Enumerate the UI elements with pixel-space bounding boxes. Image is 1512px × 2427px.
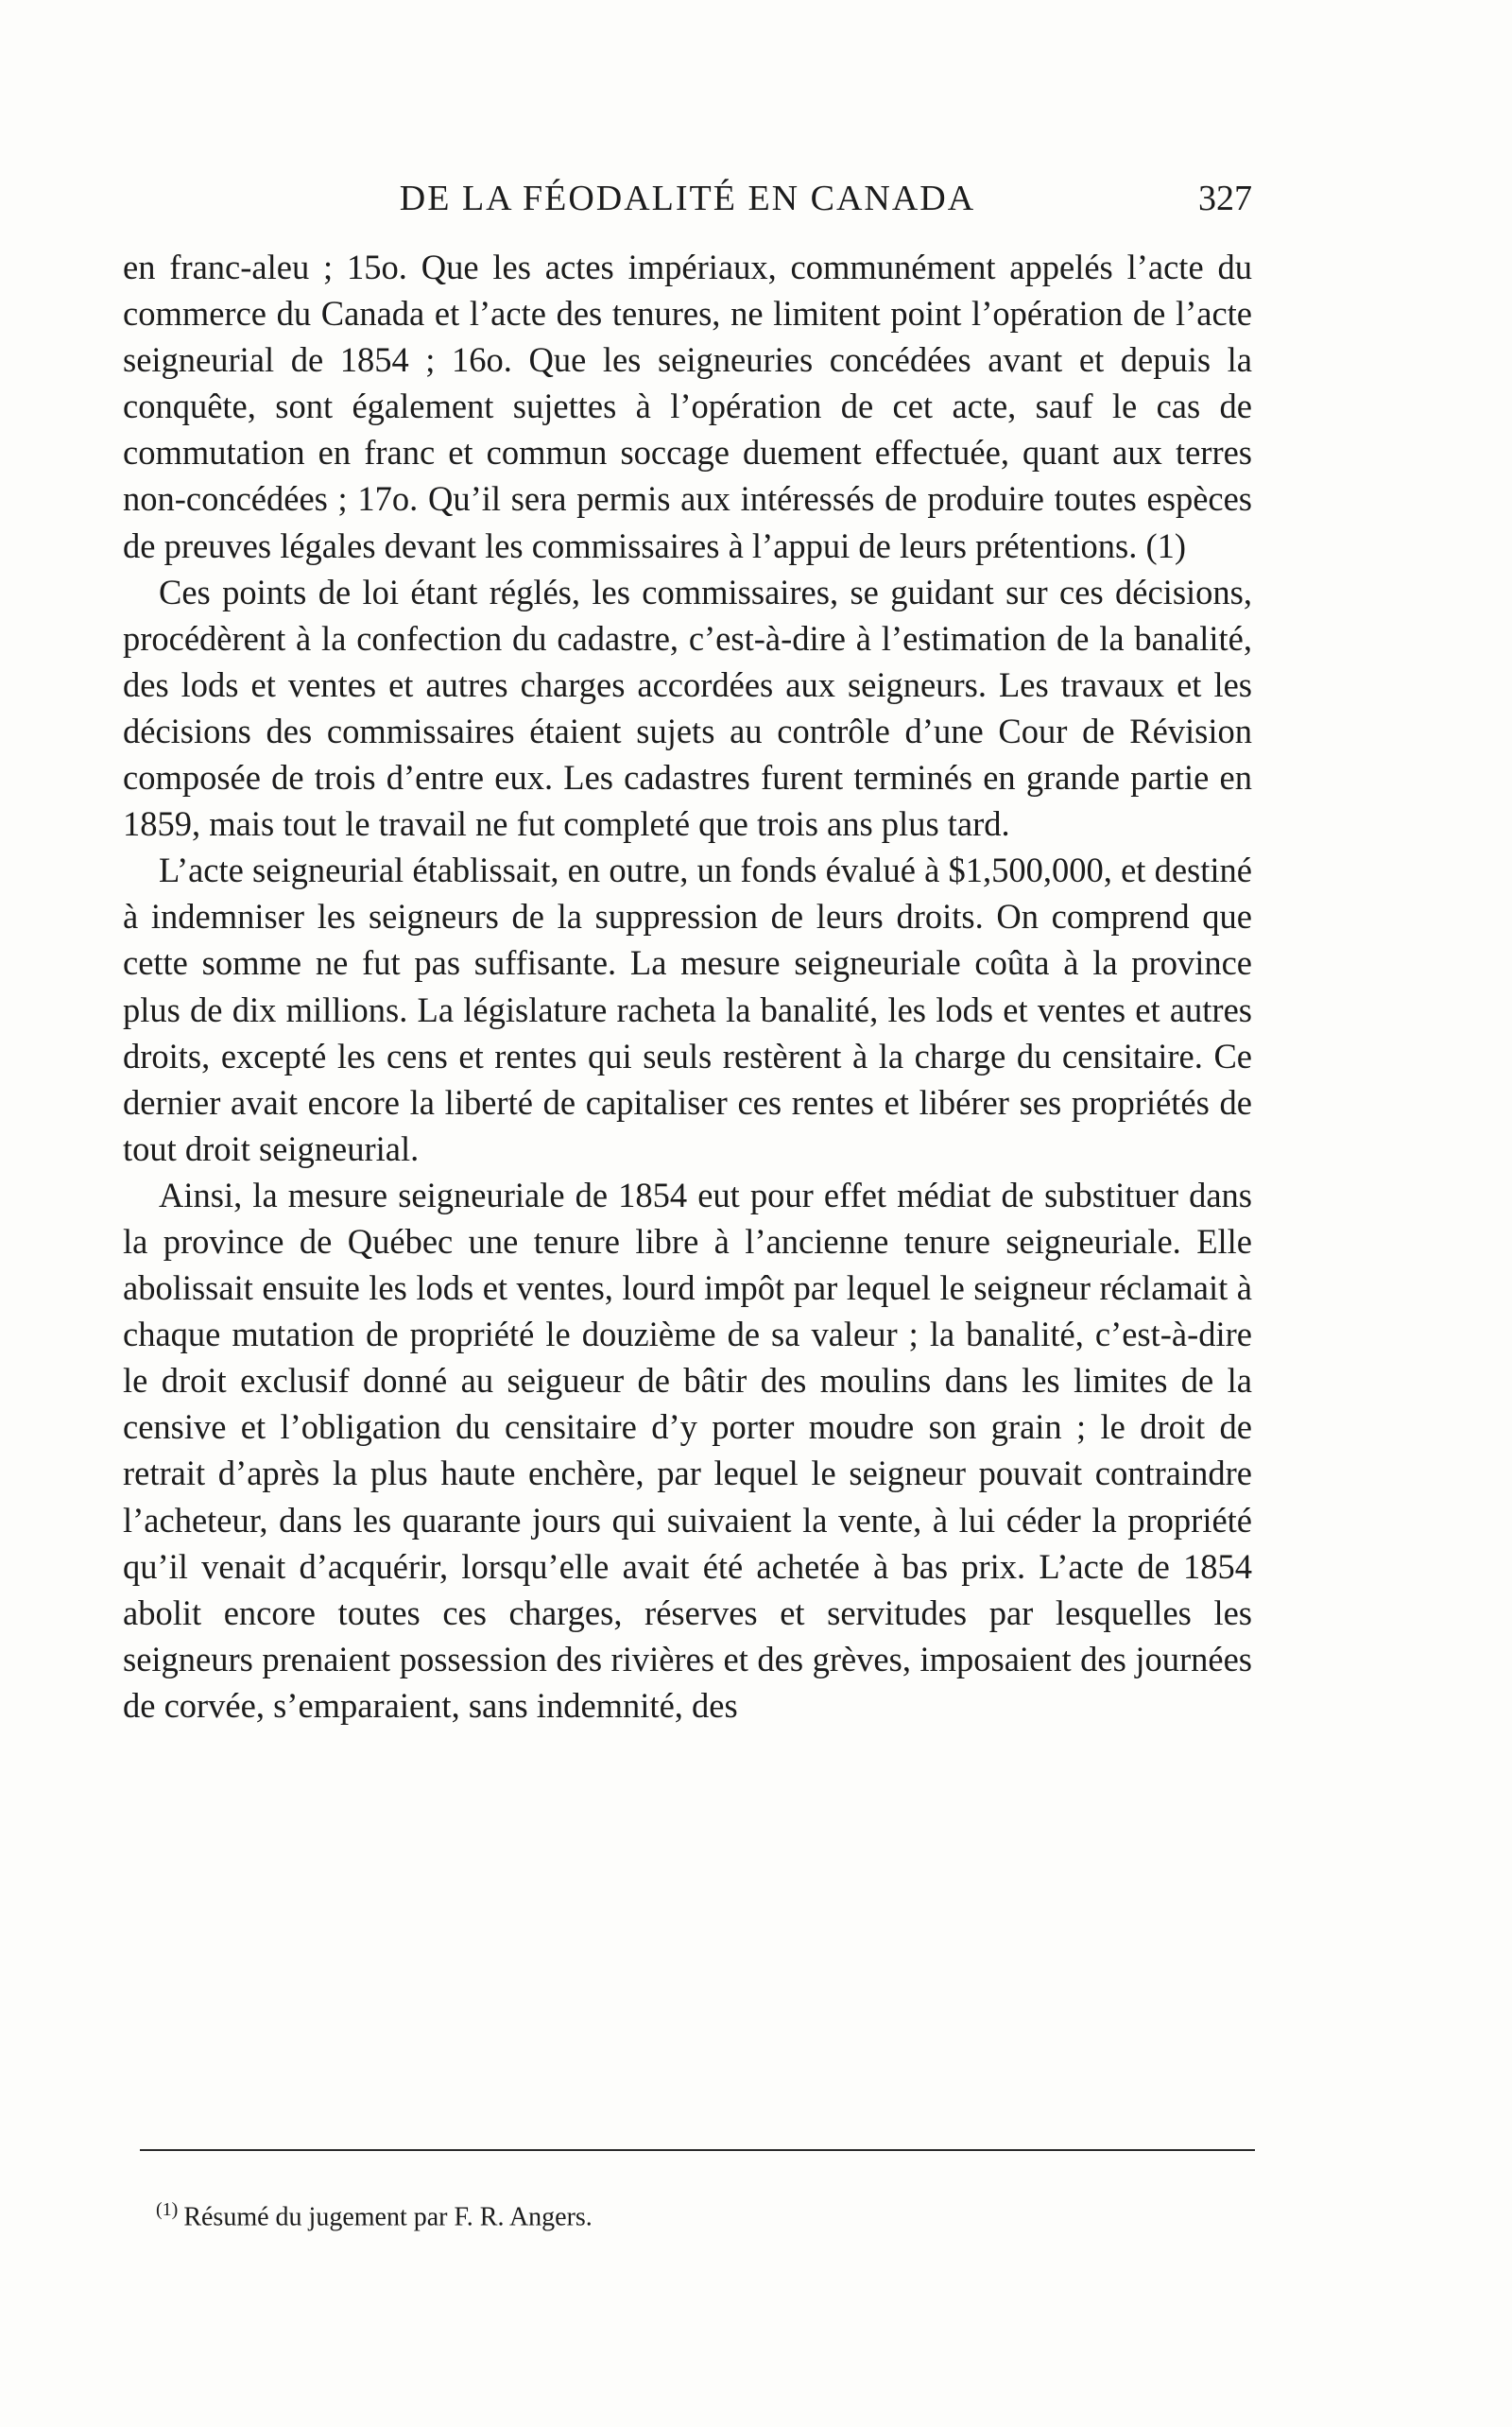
footnote	[156, 2191, 1195, 2236]
paragraph-cadastre: Ces points de loi étant réglés, les commissaires, se guidant sur ces décisions, procédèrent à la confection du cadastre, c’est-à-dire à l’estimation de la banalité, des lods et ventes et autres charges accordées aux seigneurs. Les travaux et les décisions des commissaires étaient sujets au contrôle d’une Cour de Révision composée de trois d’entre eux. Les cadastres furent terminés en grande partie en 1859, mais tout le travail ne fut completé que trois ans plus tard.	[123, 572, 1252, 844]
page-number: 327	[1198, 179, 1252, 218]
running-title: DE LA FÉODALITÉ EN CANADA	[399, 179, 976, 218]
body-text	[123, 244, 1252, 1729]
footnote-marker: (1)	[156, 2199, 179, 2220]
paragraph-continuation: en franc-aleu ; 15o. Que les actes impériaux, communément appelés l’acte du commerce du Canada et l’acte des tenures, ne limitent point l’opération de l’acte seigneurial de 1854 ; 16o. Que les seigneuries concédées avant et depuis la conquête, sont également sujettes à l’opération de cet acte, sauf le cas de commutation en franc et commun soccage duement effectuée, quant aux terres non-concédées ; 17o. Qu’il sera permis aux intéressés de produire toutes espèces de preuves légales devant les commissaires à l’appui de leurs prétentions. (1)	[123, 248, 1252, 565]
paragraph-effects: Ainsi, la mesure seigneuriale de 1854 eut pour effet médiat de substituer dans la province de Québec une tenure libre à l’ancienne tenure seigneuriale. Elle abolissait ensuite les lods et ventes, lourd impôt par lequel le seigneur réclamait à chaque mutation de propriété le douzième de sa valeur ; la banalité, c’est-à-dire le droit exclusif donné au seigueur de bâtir des moulins dans les limites de la censive et l’obligation du censitaire d’y porter moudre son grain ; le droit de retrait d’après la plus haute enchère, par lequel le seigneur pouvait contraindre l’acheteur, dans les quarante jours qui suivaient la vente, à lui céder la propriété qu’il venait d’acquérir, lorsqu’elle avait été achetée à bas prix. L’acte de 1854 abolit encore toutes ces charges, réserves et servitudes par lesquelles les seigneurs prenaient possession des rivières et des grèves, imposaient des journées de corvée, s’emparaient, sans indemnité, des	[123, 1175, 1252, 1725]
footnote-divider	[140, 2149, 1255, 2151]
paragraph-indemnity-fund: L’acte seigneurial établissait, en outre, un fonds évalué à $1,500,000, et destiné à indemniser les seigneurs de la suppression de leurs droits. On comprend que cette somme ne fut pas suffisante. La mesure seigneuriale coûta à la province plus de dix millions. La législature racheta la banalité, les lods et ventes et autres droits, excepté les cens et rentes qui seuls restèrent à la charge du censitaire. Ce dernier avait encore la liberté de capitaliser ces rentes et libérer ses propriétés de tout droit seigneurial.	[123, 851, 1252, 1168]
page-header	[123, 170, 1252, 227]
footnote-text: Résumé du jugement par F. R. Angers.	[183, 2202, 593, 2232]
